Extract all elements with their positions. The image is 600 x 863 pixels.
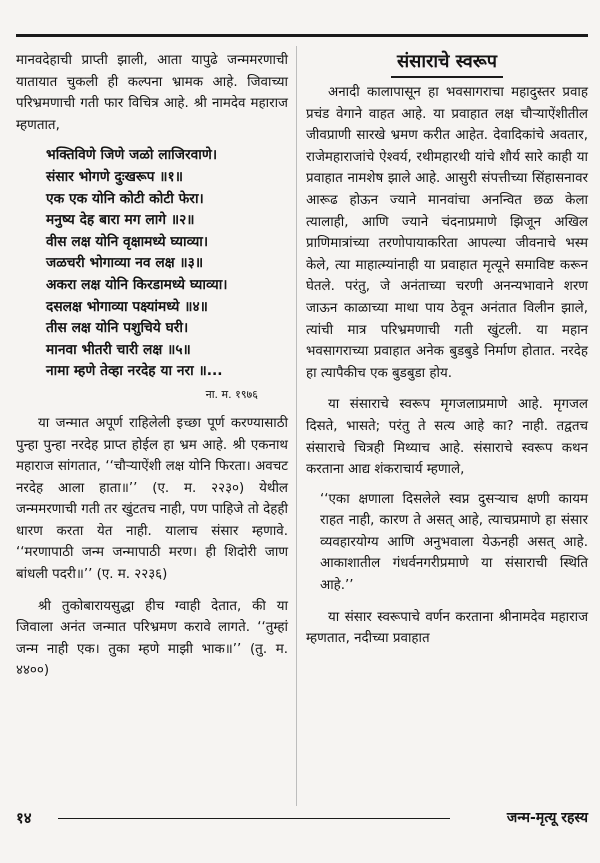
verse-line: मानवा भीतरी चारी लक्ष ॥५॥ xyxy=(46,341,191,358)
verse-line: नामा म्हणे तेव्हा नरदेह या नरा ॥... xyxy=(46,363,223,380)
left-paragraph-2: या जन्मात अपूर्ण राहिलेली इच्छा पूर्ण करण्यासाठी पुन्हा पुन्हा नरदेह प्राप्त होईल हा भ्रम आहे. श्री एकनाथ महाराज सांगतात, ‘‘चौऱ्याऐंशी लक्ष योनि फिरता। अवचट नरदेह आला हाता॥’’ (ए. म. २२३०) येथील जन्ममरणाची गती तर खुंटतच नाही, पण पाहिजे तो देहही धारण करता येत नाही. यालाच संसार म्हणावे. ‘‘मरणापाठी जन्म जन्मापाठी मरण। ही शिदोरी जाण बांधली पदरी॥’’ (ए. म. २२३६) xyxy=(16,415,288,583)
footer-rule xyxy=(58,818,450,819)
left-paragraph-3: श्री तुकोबारायसुद्धा हीच ग्वाही देतात, की या जिवाला अनंत जन्मात परिभ्रमण करावे लागते. ‘‘तुम्हां जन्म नाही एक। तुका म्हणे माझी भाक॥’’ (तु. म. ४४००) xyxy=(16,598,288,679)
right-paragraph-3: या संसार स्वरूपाचे वर्णन करताना श्रीनामदेव महाराज म्हणतात, नदीच्या प्रवाहात xyxy=(306,609,588,647)
verse-line: अकरा लक्ष योनि किरडामध्ये घ्याव्या। xyxy=(46,276,228,293)
right-column xyxy=(306,50,588,650)
verse-line: एक एक योनि कोटी कोटी फेरा। xyxy=(46,190,204,207)
right-paragraph-2: या संसाराचे स्वरूप मृगजलाप्रमाणे आहे. मृगजल दिसते, भासते; परंतु ते सत्य आहे का? नाही. तद्वतच संसाराचे चित्रही मिथ्याच आहे. संसाराचे स्वरूप कथन करताना आद्य शंकराचार्य म्हणाले, xyxy=(306,397,588,478)
column-divider xyxy=(296,46,297,806)
verse-line: दसलक्ष भोगाव्या पक्ष्यांमध्ये ॥४॥ xyxy=(46,298,208,315)
right-paragraph-1: अनादी कालापासून हा भवसागराचा महादुस्तर प्रवाह प्रचंड वेगाने वाहत आहे. या प्रवाहात लक्ष चौऱ्याऐंशीतील जीवप्राणी सारखे भ्रमण करीत आहेत. देवादिकांचे अवतार, राजेमहाराजांचे ऐश्वर्य, रथीमहारथी यांचे शौर्य सारे काही या प्रवाहात नामशेष झाले आहे. आसुरी संपत्तीच्या सिंहासनावर आरूढ होऊन ज्याने मानवांचा अनन्वित छळ केला त्यालाही, आणि ज्याने चंदनाप्रमाणे झिजून अखिल प्राणिमात्रांच्या तरणोपायाकरिता आपल्या जीवनाचे भस्म केले, त्या माहात्म्यांनाही या प्रवाहात मृत्यूने समाविष्ट करून घेतले. परंतु, जे अनंताच्या चरणी अनन्यभावाने शरण जाऊन काळाच्या माथा पाय ठेवून अनंतात विलीन झाले, त्यांची मात्र परिभ्रमणाची गती खुंटली. या महान भवसागराच्या प्रवाहात अनेक बुडबुडे निर्माण होतात. नरदेह हा त्यापैकीच एक बुडबुडा होय. xyxy=(306,85,588,381)
page-footer xyxy=(16,806,588,830)
page-number: १४ xyxy=(16,809,32,827)
running-title: जन्म-मृत्यू रहस्य xyxy=(506,810,588,826)
top-rule xyxy=(16,34,588,37)
verse-line: संसार भोगणे दुःखरूप ॥१॥ xyxy=(46,168,183,185)
left-column xyxy=(16,50,288,682)
section-heading-wrap xyxy=(306,50,588,78)
verse-line: मनुष्य देह बारा मग लागे ॥२॥ xyxy=(46,212,195,229)
section-heading: संसाराचे स्वरूप xyxy=(391,50,503,78)
verse-reference: ना. म. १९७६ xyxy=(205,387,258,401)
verse-line: तीस लक्ष योनि पशुचिये घरी। xyxy=(46,320,189,337)
shankaracharya-quote: ‘‘एका क्षणाला दिसलेले स्वप्न दुसऱ्याच क्षणी कायम राहत नाही, कारण ते असत् आहे, त्याचप्रमाणे हा संसार व्यवहारयोग्य आणि अनुभवाला येऊनही असत् आहे. आकाशातील गंधर्वनगरीप्रमाणे या संसाराची स्थिति आहे.’’ xyxy=(320,491,588,594)
namdev-verse xyxy=(46,145,288,383)
verse-line: भक्तिविणे जिणे जळो लाजिरवाणे। xyxy=(46,147,218,164)
verse-line: वीस लक्ष योनि वृक्षामध्ये घ्याव्या। xyxy=(46,233,209,250)
left-paragraph-1: मानवदेहाची प्राप्ती झाली, आता यापुढे जन्ममरणाची यातायात चुकली ही कल्पना भ्रामक आहे. जिवाच्या परिभ्रमणाची गती फार विचित्र आहे. श्री नामदेव महाराज म्हणतात, xyxy=(16,53,288,133)
verse-line: जळचरी भोगाव्या नव लक्ष ॥३॥ xyxy=(46,255,204,272)
